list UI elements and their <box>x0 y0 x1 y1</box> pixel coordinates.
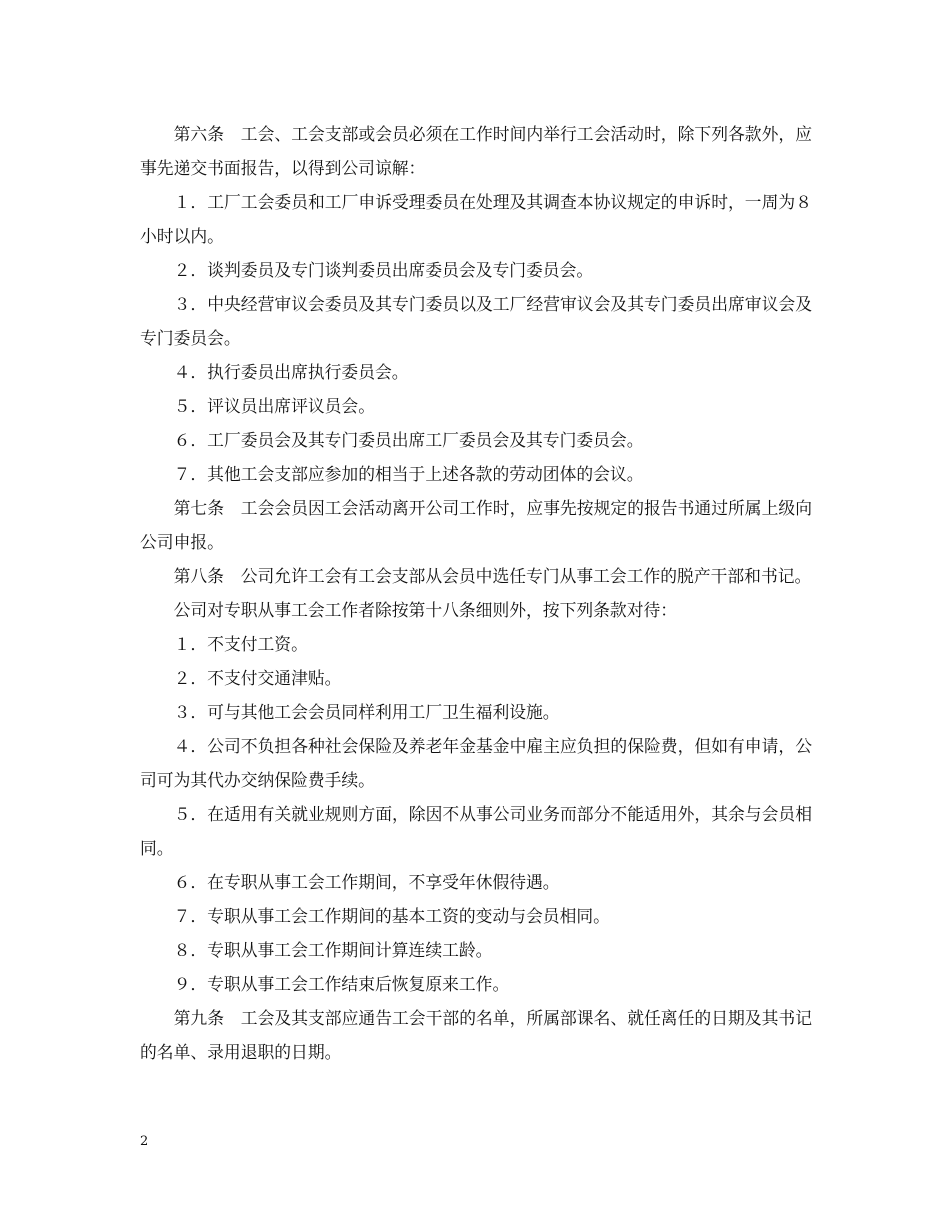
paragraph-treatment-5: ５．在适用有关就业规则方面，除因不从事公司业务而部分不能适用外，其余与会员相同。 <box>140 804 812 858</box>
paragraph-treatment-1: １．不支付工资。 <box>173 634 308 654</box>
paragraph-treatment-8: ８．专职从事工会工作期间计算连续工龄。 <box>173 940 493 960</box>
paragraph-article-9: 第九条 工会及其支部应通告工会干部的名单，所属部课名、就任离任的日期及其书记的名单、录用退职的日期。 <box>140 1008 812 1062</box>
paragraph-item-7: ７．其他工会支部应参加的相当于上述各款的劳动团体的会议。 <box>173 464 644 484</box>
paragraph-item-6: ６．工厂委员会及其专门委员出席工厂委员会及其专门委员会。 <box>173 430 644 450</box>
paragraph-treatment-9: ９．专职从事工会工作结束后恢复原来工作。 <box>173 974 510 994</box>
paragraph-article-8: 第八条 公司允许工会有工会支部从会员中选任专门从事工会工作的脱产干部和书记。 <box>173 566 812 586</box>
paragraph-treatment-6: ６．在专职从事工会工作期间，不享受年休假待遇。 <box>173 872 560 892</box>
paragraph-item-4: ４．执行委员出席执行委员会。 <box>173 362 409 382</box>
paragraph-item-3: ３．中央经营审议会委员及其专门委员以及工厂经营审议会及其专门委员出席审议会及专门委员会。 <box>140 294 812 348</box>
paragraph-article-6: 第六条 工会、工会支部或会员必须在工作时间内举行工会活动时，除下列各款外，应事先递交书面报告，以得到公司谅解： <box>140 124 812 178</box>
paragraph-treatment-2: ２．不支付交通津贴。 <box>173 668 342 688</box>
paragraph-treatment-3: ３．可与其他工会会员同样利用工厂卫生福利设施。 <box>173 702 560 722</box>
document-body <box>140 117 812 1069</box>
paragraph-treatment-4: ４．公司不负担各种社会保险及养老年金基金中雇主应负担的保险费，但如有申请，公司可为其代办交纳保险费手续。 <box>140 736 812 790</box>
paragraph-item-2: ２．谈判委员及专门谈判委员出席委员会及专门委员会。 <box>173 260 594 280</box>
paragraph-treatment-intro: 公司对专职从事工会工作者除按第十八条细则外，按下列条款对待： <box>173 600 678 620</box>
page-number: 2 <box>140 1134 149 1149</box>
paragraph-treatment-7: ７．专职从事工会工作期间的基本工资的变动与会员相同。 <box>173 906 610 926</box>
paragraph-item-5: ５．评议员出席评议员会。 <box>173 396 375 416</box>
paragraph-item-1: １．工厂工会委员和工厂申诉受理委员在处理及其调查本协议规定的申诉时，一周为８小时以内。 <box>140 192 812 246</box>
paragraph-article-7: 第七条 工会会员因工会活动离开公司工作时，应事先按规定的报告书通过所属上级向公司申报。 <box>140 498 812 552</box>
